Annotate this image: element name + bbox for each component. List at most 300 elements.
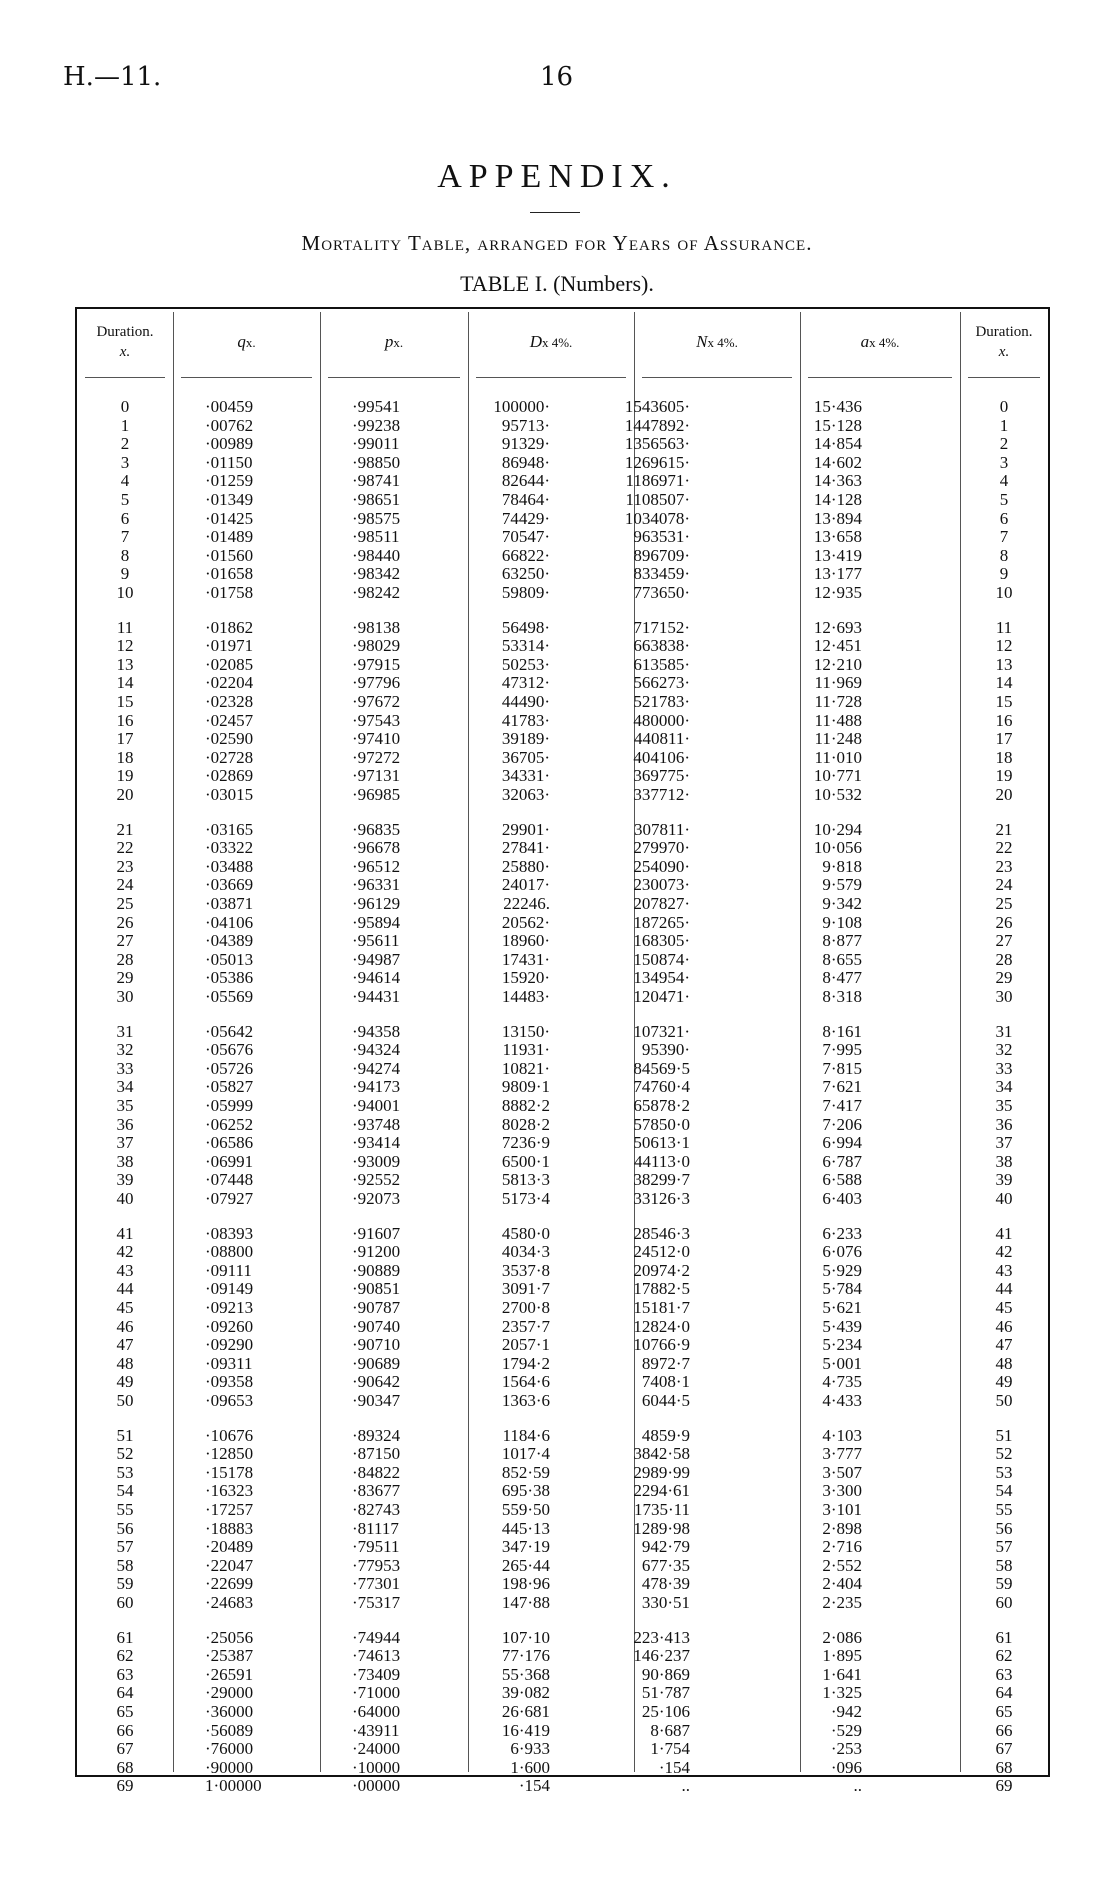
px-cell: ·94614 — [352, 968, 401, 988]
qx-cell: ·90000 — [205, 1757, 254, 1777]
dx-cell: 347·19 — [501, 1537, 550, 1557]
dx-cell: 20562· — [501, 912, 550, 932]
dx-cell: 9809·1 — [501, 1077, 550, 1097]
duration-cell-right: 53 — [995, 1462, 1013, 1482]
dx-cell: 34331· — [501, 766, 550, 786]
duration-cell-right: 36 — [995, 1114, 1013, 1134]
nx-cell: 15181·7 — [633, 1298, 690, 1317]
px-header: px. — [384, 332, 404, 351]
px-cell: ·24000 — [352, 1739, 401, 1759]
px-cell: ·99011 — [352, 434, 400, 454]
ax-cell: 6·994 — [822, 1133, 862, 1153]
duration-cell: 36 — [116, 1114, 134, 1134]
nx-cell: 120471· — [633, 987, 690, 1006]
dx-cell: 695·38 — [501, 1481, 550, 1501]
nx-cell: 50613·1 — [633, 1133, 690, 1153]
duration-cell-right: 67 — [995, 1739, 1013, 1759]
nx-cell: 10766·9 — [633, 1335, 690, 1355]
duration-cell: 18 — [116, 747, 134, 767]
dx-cell: 852·59 — [501, 1462, 550, 1482]
qx-cell: ·03015 — [205, 785, 254, 804]
duration-cell: 16 — [116, 710, 134, 730]
nx-cell: 8972·7 — [641, 1353, 690, 1373]
table-title: TABLE I. (Numbers). — [460, 271, 654, 296]
ax-cell: ·942 — [830, 1702, 862, 1721]
ax-cell: 7·995 — [822, 1040, 862, 1060]
nx-cell: ·154 — [658, 1757, 690, 1777]
qx-cell: ·22699 — [205, 1574, 254, 1594]
nx-cell: 833459· — [633, 564, 690, 584]
dx-cell: 11931· — [502, 1040, 550, 1060]
document-reference: H.—11. — [63, 62, 162, 92]
ax-cell: 5·001 — [822, 1353, 862, 1373]
dx-cell: 559·50 — [501, 1500, 550, 1519]
nx-cell: 107321· — [633, 1021, 690, 1041]
qx-cell: ·09311 — [205, 1353, 253, 1373]
px-cell: ·98575 — [352, 508, 401, 528]
ax-cell: 10·056 — [813, 838, 862, 858]
qx-cell: ·05827 — [205, 1077, 254, 1097]
qx-cell: ·09149 — [205, 1279, 254, 1299]
nx-cell: 12824·0 — [633, 1316, 690, 1336]
dx-cell: 74429· — [501, 508, 550, 528]
px-cell: ·94173 — [352, 1077, 401, 1097]
px-cell: ·93414 — [352, 1133, 401, 1153]
duration-cell-right: 66 — [995, 1720, 1013, 1740]
duration-cell: 62 — [116, 1646, 134, 1666]
dx-cell: 16·419 — [501, 1720, 550, 1740]
dx-cell: 1794·2 — [501, 1353, 550, 1373]
px-cell: ·94274 — [352, 1058, 401, 1078]
ax-cell: 4·735 — [822, 1372, 862, 1392]
dx-cell: 22246. — [503, 894, 550, 913]
nx-cell: 8·687 — [650, 1720, 690, 1740]
qx-cell: ·26591 — [205, 1664, 254, 1684]
ax-cell: 13·658 — [813, 527, 862, 547]
duration-cell: 15 — [116, 692, 134, 711]
column-divider — [960, 312, 961, 1772]
ax-cell: 13·177 — [813, 564, 862, 584]
duration-cell-right: 65 — [995, 1702, 1013, 1721]
header-underline — [85, 377, 165, 378]
duration-cell: 23 — [116, 856, 134, 876]
duration-cell-right: 32 — [995, 1040, 1013, 1060]
px-cell: ·94001 — [352, 1096, 401, 1115]
header-underline — [476, 377, 626, 378]
ax-cell: 2·235 — [822, 1593, 862, 1612]
duration-cell: 0 — [120, 397, 130, 416]
duration-cell: 4 — [120, 471, 130, 491]
nx-cell: 521783· — [633, 692, 690, 711]
px-cell: ·71000 — [352, 1683, 401, 1703]
dx-cell: 107·10 — [501, 1627, 550, 1647]
duration-cell-right: 64 — [995, 1683, 1013, 1703]
ax-cell: 10·294 — [813, 819, 862, 839]
duration-cell-right: 1 — [999, 415, 1009, 435]
duration-cell: 30 — [116, 987, 134, 1006]
dx-cell: 198·96 — [501, 1574, 550, 1594]
duration-cell-right: 58 — [995, 1555, 1013, 1575]
duration-cell-right: 29 — [995, 968, 1013, 988]
qx-cell: ·09358 — [205, 1372, 254, 1392]
ax-cell: 14·128 — [813, 490, 862, 509]
nx-cell: 369775· — [633, 766, 690, 786]
dx-cell: 29901· — [501, 819, 550, 839]
qx-cell: ·16323 — [205, 1481, 254, 1501]
duration-cell-right: 57 — [995, 1537, 1013, 1557]
nx-cell: 1269615· — [624, 452, 690, 472]
column-divider — [173, 312, 174, 1772]
duration-cell: 59 — [116, 1574, 134, 1594]
px-cell: ·93009 — [352, 1151, 401, 1171]
duration-cell-right: 7 — [999, 527, 1009, 547]
qx-cell: ·25387 — [205, 1646, 254, 1666]
header-underline — [808, 377, 952, 378]
dx-cell: 6·933 — [510, 1739, 550, 1759]
duration-cell-right: 35 — [995, 1096, 1013, 1115]
dx-cell: 50253· — [501, 654, 550, 674]
px-cell: ·43911 — [352, 1720, 400, 1740]
duration-cell-right: 13 — [995, 654, 1013, 674]
duration-cell: 19 — [116, 766, 134, 786]
table-subtitle: Mortality Table, arranged for Years of Assurance. — [301, 231, 813, 255]
px-cell: ·75317 — [352, 1593, 401, 1612]
ax-cell: 11·488 — [814, 710, 862, 730]
px-cell: ·73409 — [352, 1664, 401, 1684]
qx-cell: 1·00000 — [205, 1776, 262, 1796]
dx-cell: 63250· — [501, 564, 550, 584]
duration-cell: 56 — [116, 1518, 134, 1538]
ax-cell: 14·854 — [813, 434, 862, 454]
px-cell: ·99541 — [352, 397, 401, 416]
px-cell: ·96331 — [352, 875, 401, 895]
dx-cell: 5813·3 — [501, 1170, 550, 1190]
duration-cell-right: 26 — [995, 912, 1013, 932]
nx-cell: 613585· — [633, 654, 690, 674]
px-cell: ·96512 — [352, 856, 401, 876]
dx-cell: 6500·1 — [501, 1151, 550, 1171]
nx-cell: 1735·11 — [633, 1500, 690, 1519]
dx-cell: 13150· — [501, 1021, 550, 1041]
duration-cell: 60 — [116, 1593, 134, 1612]
nx-cell: 663838· — [633, 636, 690, 656]
duration-cell-right: 4 — [999, 471, 1009, 491]
nx-cell: 254090· — [633, 856, 690, 876]
px-cell: ·98741 — [352, 471, 401, 491]
ax-cell: 4·433 — [822, 1391, 862, 1410]
ax-cell: 9·108 — [822, 912, 862, 932]
dx-cell: 18960· — [501, 931, 550, 951]
dx-cell: 78464· — [501, 490, 550, 509]
duration-cell-right: 40 — [995, 1189, 1013, 1208]
nx-header: Nx 4%. — [696, 332, 738, 351]
duration-cell: 66 — [116, 1720, 134, 1740]
qx-cell: ·05386 — [205, 968, 254, 988]
ax-cell: 7·417 — [822, 1096, 862, 1115]
duration-cell: 64 — [116, 1683, 134, 1703]
nx-cell: 1543605· — [624, 397, 690, 416]
nx-cell: 38299·7 — [633, 1170, 690, 1190]
nx-cell: 1447892· — [624, 415, 690, 435]
px-cell: ·74613 — [352, 1646, 401, 1666]
nx-cell: 24512·0 — [633, 1242, 690, 1262]
nx-cell: 717152· — [633, 617, 690, 637]
nx-cell: 150874· — [633, 949, 690, 969]
duration-cell-right: 34 — [995, 1077, 1013, 1097]
dx-cell: 77·176 — [501, 1646, 550, 1666]
px-cell: ·99238 — [352, 415, 401, 435]
duration-cell-right: 31 — [995, 1021, 1013, 1041]
ax-cell: 8·877 — [822, 931, 862, 951]
dx-cell: 59809· — [501, 583, 550, 602]
qx-cell: ·01862 — [205, 617, 254, 637]
qx-cell: ·04389 — [205, 931, 254, 951]
qx-cell: ·05726 — [205, 1058, 254, 1078]
dx-cell: 3091·7 — [501, 1279, 550, 1299]
duration-cell: 48 — [116, 1353, 134, 1373]
duration-cell: 58 — [116, 1555, 134, 1575]
dx-cell: 265·44 — [501, 1555, 550, 1575]
duration-cell-right: 14 — [995, 673, 1013, 693]
nx-cell: 2989·99 — [633, 1462, 690, 1482]
qx-cell: ·02869 — [205, 766, 254, 786]
px-cell: ·97672 — [352, 692, 401, 711]
duration-cell: 33 — [116, 1058, 134, 1078]
duration-cell-right: 60 — [995, 1593, 1013, 1612]
px-cell: ·91607 — [352, 1223, 401, 1243]
dx-cell: 100000· — [493, 397, 550, 416]
duration-cell: 52 — [116, 1444, 134, 1464]
duration-cell: 61 — [116, 1627, 134, 1647]
dx-cell: 95713· — [501, 415, 550, 435]
qx-cell: ·06586 — [205, 1133, 254, 1153]
duration-cell-right: 49 — [995, 1372, 1013, 1392]
duration-cell: 50 — [116, 1391, 134, 1410]
ax-cell: 14·363 — [813, 471, 862, 491]
qx-cell: ·05013 — [205, 949, 254, 969]
nx-cell: 25·106 — [641, 1702, 690, 1721]
dx-cell: 24017· — [501, 875, 550, 895]
dx-cell: 55·368 — [501, 1664, 550, 1684]
dx-cell: 26·681 — [501, 1702, 550, 1721]
px-cell: ·90642 — [352, 1372, 401, 1392]
duration-cell: 69 — [116, 1776, 134, 1796]
duration-cell: 28 — [116, 949, 134, 969]
duration-cell: 41 — [116, 1223, 134, 1243]
px-cell: ·98850 — [352, 452, 401, 472]
duration-cell-right: 52 — [995, 1444, 1013, 1464]
dx-cell: 70547· — [501, 527, 550, 547]
ax-cell: 3·777 — [822, 1444, 862, 1464]
ax-cell: 6·076 — [822, 1242, 862, 1262]
nx-cell: 337712· — [633, 785, 690, 804]
qx-cell: ·29000 — [205, 1683, 254, 1703]
duration-cell: 42 — [116, 1242, 134, 1262]
duration-cell: 24 — [116, 875, 134, 895]
qx-cell: ·01489 — [205, 527, 254, 547]
ax-cell: 5·234 — [822, 1335, 862, 1355]
dx-cell: 1·600 — [510, 1757, 550, 1777]
ax-cell: 15·436 — [813, 397, 862, 416]
ax-cell: 9·579 — [822, 875, 862, 895]
duration-cell: 13 — [116, 654, 134, 674]
duration-cell-right: 37 — [995, 1133, 1013, 1153]
duration-cell-right: 18 — [995, 747, 1013, 767]
qx-cell: ·09213 — [205, 1298, 254, 1317]
dx-cell: 445·13 — [501, 1518, 550, 1538]
dx-cell: 17431· — [501, 949, 550, 969]
qx-cell: ·25056 — [205, 1627, 254, 1647]
duration-cell: 27 — [116, 931, 134, 951]
px-cell: ·74944 — [352, 1627, 401, 1647]
duration-cell: 39 — [116, 1170, 134, 1190]
ax-cell: ·529 — [830, 1720, 862, 1740]
nx-cell: 44113·0 — [633, 1151, 690, 1171]
nx-cell: 896709· — [633, 545, 690, 565]
duration-cell: 54 — [116, 1481, 134, 1501]
dx-cell: 15920· — [501, 968, 550, 988]
qx-cell: ·18883 — [205, 1518, 254, 1538]
dx-cell: 147·88 — [501, 1593, 550, 1612]
px-cell: ·77301 — [352, 1574, 401, 1594]
px-cell: ·79511 — [352, 1537, 400, 1557]
px-cell: ·97272 — [352, 747, 401, 767]
duration-cell-right: 61 — [995, 1627, 1013, 1647]
ax-cell: 7·815 — [822, 1058, 862, 1078]
ax-cell: 5·621 — [822, 1298, 862, 1317]
column-divider — [320, 312, 321, 1772]
duration-cell: 22 — [116, 838, 134, 858]
qx-cell: ·01658 — [205, 564, 254, 584]
ax-cell: 9·818 — [822, 856, 862, 876]
dx-cell: 36705· — [501, 747, 550, 767]
nx-cell: 404106· — [633, 747, 690, 767]
dx-cell: 7236·9 — [501, 1133, 550, 1153]
duration-cell-right: 15 — [995, 692, 1013, 711]
duration-cell-right: 10 — [995, 583, 1013, 602]
duration-cell: 8 — [120, 545, 130, 565]
duration-cell-right: 12 — [995, 636, 1013, 656]
ax-cell: 7·206 — [822, 1114, 862, 1134]
duration-cell-right: 8 — [999, 545, 1009, 565]
dx-cell: 1017·4 — [501, 1444, 550, 1464]
duration-cell: 49 — [116, 1372, 134, 1392]
duration-cell-right: 24 — [995, 875, 1013, 895]
duration-cell: 26 — [116, 912, 134, 932]
duration-cell-right: 28 — [995, 949, 1013, 969]
dx-cell: 39189· — [501, 729, 550, 749]
nx-cell: 1034078· — [624, 508, 690, 528]
duration-cell-right: 54 — [995, 1481, 1013, 1501]
nx-cell: 963531· — [633, 527, 690, 547]
ax-cell: 2·552 — [822, 1555, 862, 1575]
duration-cell: 29 — [116, 968, 134, 988]
duration-cell: 68 — [116, 1757, 134, 1777]
dx-cell: ·154 — [518, 1776, 550, 1796]
duration-cell: 1 — [120, 415, 130, 435]
duration-cell: 67 — [116, 1739, 134, 1759]
nx-cell: 1·754 — [650, 1739, 690, 1759]
nx-cell: 279970· — [633, 838, 690, 858]
duration-cell: 51 — [116, 1425, 134, 1445]
px-cell: ·82743 — [352, 1500, 401, 1519]
nx-cell: .. — [681, 1776, 690, 1796]
qx-cell: ·08800 — [205, 1242, 254, 1262]
ax-cell: 5·784 — [822, 1279, 862, 1299]
ax-cell: 3·507 — [822, 1462, 862, 1482]
ax-cell: 11·248 — [814, 729, 862, 749]
header-underline — [328, 377, 460, 378]
nx-cell: 95390· — [641, 1040, 690, 1060]
qx-cell: ·07448 — [205, 1170, 254, 1190]
px-cell: ·98138 — [352, 617, 401, 637]
dx-cell: 4034·3 — [501, 1242, 550, 1262]
px-cell: ·90740 — [352, 1316, 401, 1336]
duration-cell-right: 50 — [995, 1391, 1013, 1410]
dx-cell: 10821· — [501, 1058, 550, 1078]
px-cell: ·96835 — [352, 819, 401, 839]
dx-cell: 27841· — [501, 838, 550, 858]
dx-cell: 1184·6 — [502, 1425, 550, 1445]
ax-cell: 11·969 — [814, 673, 862, 693]
duration-cell-right: 2 — [999, 434, 1009, 454]
px-cell: ·90889 — [352, 1260, 401, 1280]
ax-cell: 2·404 — [822, 1574, 862, 1594]
title-rule — [530, 212, 580, 213]
duration-header-right: Duration. x. — [975, 324, 1033, 360]
duration-cell-right: 48 — [995, 1353, 1013, 1373]
nx-cell: 33126·3 — [633, 1189, 690, 1208]
duration-cell: 3 — [120, 452, 130, 472]
qx-cell: ·20489 — [205, 1537, 254, 1557]
px-cell: ·97543 — [352, 710, 401, 730]
dx-cell: 82644· — [501, 471, 550, 491]
nx-cell: 28546·3 — [633, 1223, 690, 1243]
qx-cell: ·05569 — [205, 987, 254, 1006]
appendix-title: APPENDIX. — [437, 158, 677, 195]
qx-cell: ·03669 — [205, 875, 254, 895]
nx-cell: 1289·98 — [633, 1518, 690, 1538]
nx-cell: 90·869 — [641, 1664, 690, 1684]
px-cell: ·97796 — [352, 673, 401, 693]
qx-cell: ·00459 — [205, 397, 254, 416]
nx-cell: 134954· — [633, 968, 690, 988]
duration-cell: 43 — [116, 1260, 134, 1280]
ax-cell: 1·641 — [822, 1664, 862, 1684]
nx-cell: 65878·2 — [633, 1096, 690, 1115]
header-underline — [968, 377, 1040, 378]
ax-cell: 5·929 — [822, 1260, 862, 1280]
qx-cell: ·02457 — [205, 710, 254, 730]
qx-cell: ·56089 — [205, 1720, 254, 1740]
duration-cell-right: 43 — [995, 1260, 1013, 1280]
dx-cell: 56498· — [501, 617, 550, 637]
px-cell: ·98440 — [352, 545, 401, 565]
qx-cell: ·06252 — [205, 1114, 254, 1134]
duration-cell-right: 44 — [995, 1279, 1013, 1299]
qx-cell: ·01349 — [205, 490, 254, 509]
duration-cell-right: 19 — [995, 766, 1013, 786]
px-cell: ·97131 — [352, 766, 401, 786]
nx-cell: 146·237 — [633, 1646, 690, 1666]
duration-cell: 31 — [116, 1021, 134, 1041]
ax-cell: 14·602 — [813, 452, 862, 472]
ax-cell: 3·101 — [822, 1500, 862, 1519]
nx-cell: 168305· — [633, 931, 690, 951]
qx-cell: ·00762 — [205, 415, 254, 435]
ax-cell: .. — [853, 1776, 862, 1796]
duration-cell: 9 — [120, 564, 130, 584]
